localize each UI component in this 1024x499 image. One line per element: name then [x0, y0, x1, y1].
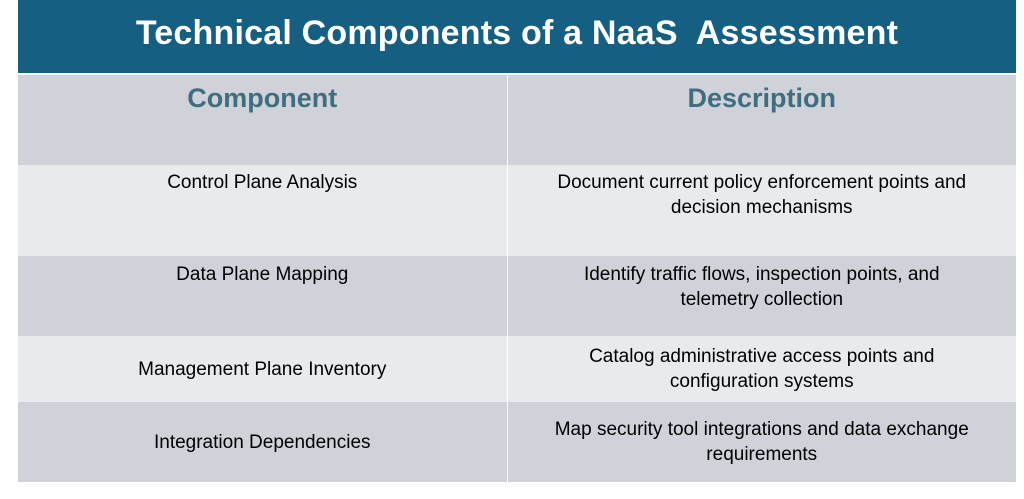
description-line: Identify traffic flows, inspection points, and [583, 264, 940, 285]
table-row [18, 165, 1016, 256]
description-line: Document current policy enforcement points and [557, 172, 967, 193]
slide [18, 0, 1016, 470]
description-line: decision mechanisms [670, 197, 853, 218]
title-bar [18, 0, 1016, 73]
components-table [18, 75, 1016, 482]
table-row [18, 256, 1016, 336]
table-row [18, 336, 1016, 402]
component-cell: Management Plane Inventory [18, 336, 507, 402]
description-cell [507, 256, 1016, 336]
slide-title: Technical Components of a NaaS Assessment [135, 14, 899, 52]
description-cell [507, 165, 1016, 256]
table-row [18, 402, 1016, 482]
description-cell [507, 402, 1016, 482]
table-header-row [18, 75, 1016, 165]
description-line: Map security tool integrations and data exchange [554, 419, 969, 440]
description-line: telemetry collection [680, 289, 844, 310]
component-cell: Integration Dependencies [18, 402, 507, 482]
description-line: Catalog administrative access points and [589, 346, 935, 367]
description-line: requirements [706, 444, 818, 465]
description-line: configuration systems [669, 371, 854, 392]
header-description: Description [507, 75, 1016, 165]
header-component: Component [18, 75, 507, 165]
component-cell: Data Plane Mapping [18, 256, 507, 336]
description-cell [507, 336, 1016, 402]
component-cell: Control Plane Analysis [18, 165, 507, 256]
